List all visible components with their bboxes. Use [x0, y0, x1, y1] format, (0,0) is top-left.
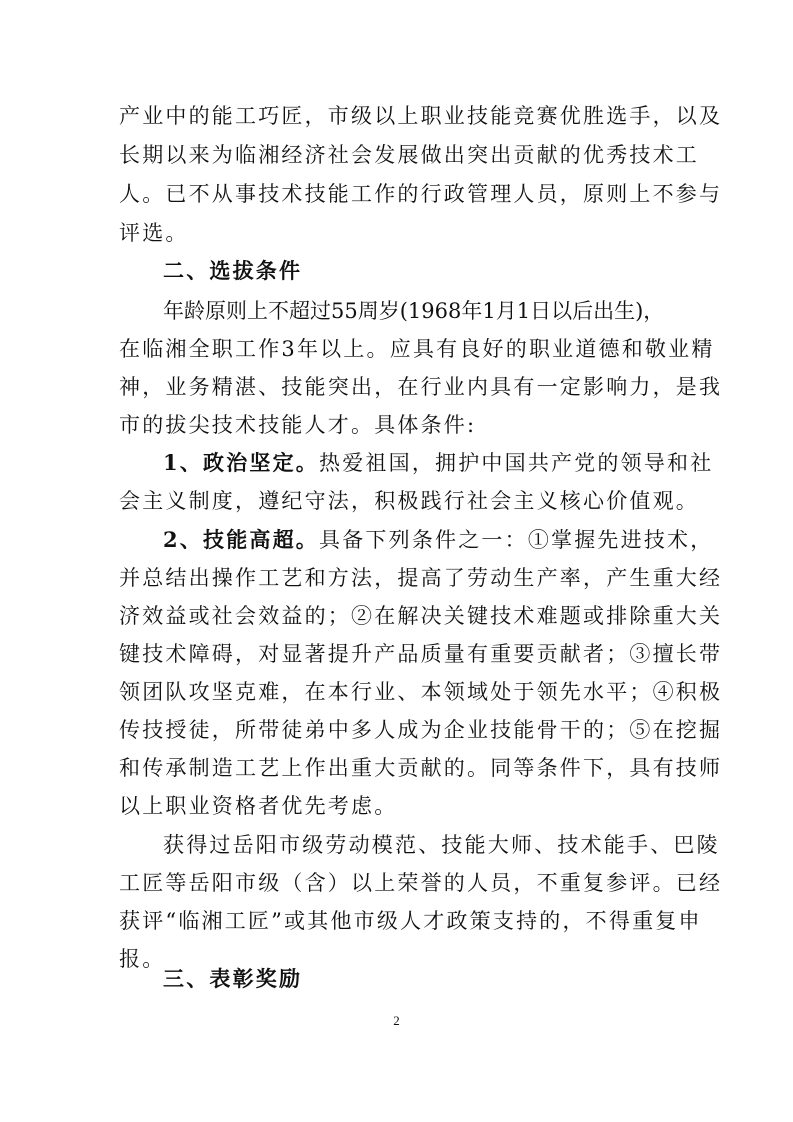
paragraph-line: 评选。	[119, 221, 189, 245]
paragraph-line: 济效益或社会效益的；②在解决关键技术难题或排除重大关	[119, 604, 723, 628]
item-text: 热爱祖国，拥护中国共产党的领导和社	[319, 451, 714, 475]
paragraph-line: 获评“临湘工匠”或其他市级人才政策支持的，不得重复申	[119, 909, 702, 933]
paragraph-line: 产业中的能工巧匠，市级以上职业技能竞赛优胜选手，以及	[119, 104, 723, 128]
list-item-line	[163, 448, 713, 478]
paragraph-line: 在临湘全职工作3年以上。应具有良好的职业道德和敬业精	[119, 337, 715, 361]
paragraph-line: 神，业务精湛、技能突出，在行业内具有一定影响力，是我	[119, 375, 723, 399]
section-heading: 三、表彰奖励	[163, 966, 303, 991]
paragraph-line: 长期以来为临湘经济社会发展做出突出贡献的优秀技术工	[119, 143, 699, 167]
paragraph-line: 并总结出操作工艺和方法，提高了劳动生产率，产生重大经	[119, 566, 723, 590]
paragraph-line: 报。	[119, 947, 166, 971]
paragraph-line: 键技术障碍，对显著提升产品质量有重要贡献者；③擅长带	[119, 642, 723, 666]
paragraph-line: 传技授徒，所带徒弟中多人成为企业技能骨干的；⑤在挖掘	[119, 718, 723, 742]
item-label: 2、技能高超。	[163, 527, 320, 552]
item-text: 具备下列条件之一：①掌握先进技术，	[319, 528, 714, 552]
paragraph-line: 工匠等岳阳市级（含）以上荣誉的人员，不重复参评。已经	[119, 871, 723, 895]
paragraph-line: 会主义制度，遵纪守法，积极践行社会主义核心价值观。	[119, 489, 699, 513]
paragraph-line: 市的拔尖技术技能人才。具体条件:	[119, 413, 477, 437]
paragraph-line: 年龄原则上不超过55周岁(1968年1月1日以后出生)，	[163, 299, 665, 323]
paragraph-line: 领团队攻坚克难，在本行业、本领域处于领先水平；④积极	[119, 680, 723, 704]
paragraph-line: 获得过岳阳市级劳动模范、技能大师、技术能手、巴陵	[163, 833, 720, 857]
page-number: 2	[393, 1013, 400, 1028]
paragraph-line: 人。已不从事技术技能工作的行政管理人员，原则上不参与	[119, 182, 723, 206]
paragraph-line: 和传承制造工艺上作出重大贡献的。同等条件下，具有技师	[119, 756, 723, 780]
item-label: 1、政治坚定。	[163, 450, 320, 475]
list-item-line	[163, 525, 713, 555]
section-heading: 二、选拔条件	[163, 258, 303, 283]
paragraph-line: 以上职业资格者优先考虑。	[119, 794, 398, 818]
